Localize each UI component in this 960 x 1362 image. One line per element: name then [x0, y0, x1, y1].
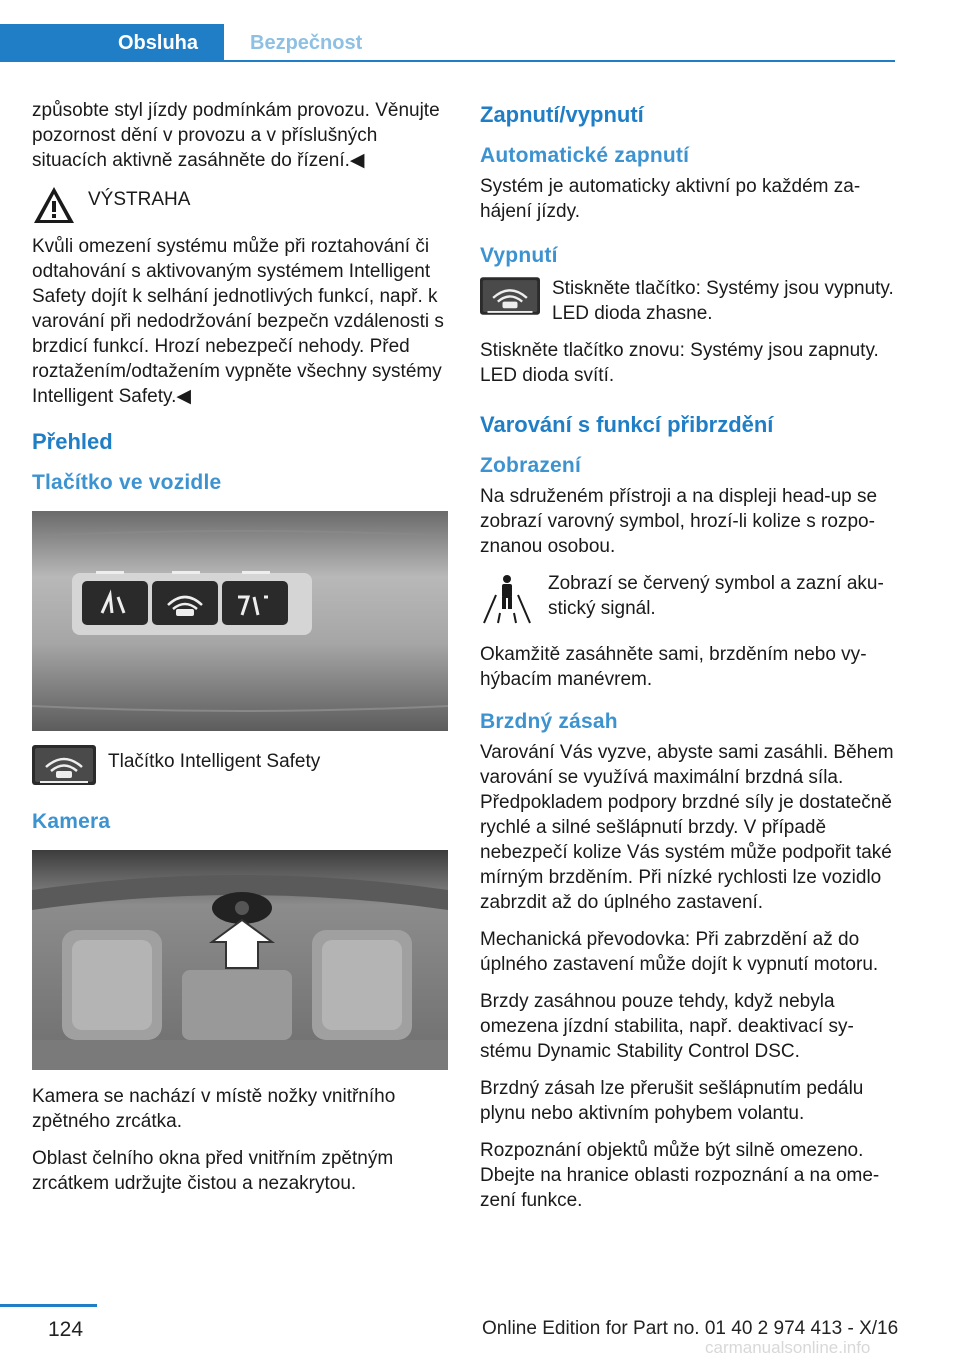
auto-on-text: Systém je automaticky aktivní po každém zahájení jízdy.: [480, 176, 861, 222]
heading-brake-warning: Varování s funkcí přibrzdění: [480, 412, 774, 437]
edition-text: Online Edition for Part no. 01 40 2 974 413 - X/16: [482, 1318, 899, 1339]
brake-text-4: Brzdný zásah lze přerušit sešlápnutím pedálu plynu nebo aktivním pohybem volantu.: [480, 1078, 864, 1124]
intelligent-safety-caption: [32, 745, 448, 790]
warning-body: Kvůli omezení systému může při roztahování či odtahování s aktivovaným systémem Intelligent Safety dojít k selhání jednotlivých funkcí, např. k varování při nedodržování bezpečn vzdálenosti s brzdicí funkcí. Hrozí nebezpečí nehody. Před roztažením/odtažením vypněte všechny systémy Intelligent Safety.◀: [32, 236, 444, 407]
camera-clean-text: Oblast čelního okna před vnitřním zpětným zrcátkem udržujte čistou a nezakrytou.: [32, 1148, 394, 1194]
tab-obsluha[interactable]: Obsluha: [0, 24, 224, 62]
camera-photo: [32, 850, 448, 1070]
intro-paragraph: způsobte styl jízdy podmínkám provozu. Věnujte pozornost dění v provozu a v příslušných situacích aktivně zasáhněte do řízení.◀: [32, 100, 440, 171]
button-panel-photo: [32, 511, 448, 731]
tab-bezpecnost[interactable]: Bezpečnost: [250, 32, 363, 54]
intelligent-safety-button-icon: [32, 745, 96, 790]
left-column: [32, 98, 448, 1208]
tab-underline: [224, 60, 895, 62]
heading-display: Zobrazení: [480, 454, 581, 477]
warning-block: [32, 185, 448, 230]
footer-accent-line: [0, 1304, 97, 1307]
intelligent-safety-button-icon: [480, 276, 540, 321]
page-number: 124: [48, 1318, 84, 1341]
brake-text-3: Brzdy zasáhnou pouze tehdy, když nebyla omezena jízdní stabilita, např. deaktivací systému Dynamic Stability Control DSC.: [480, 991, 854, 1062]
heading-overview: Přehled: [32, 429, 113, 454]
heading-on-off: Zapnutí/vypnutí: [480, 102, 644, 127]
pedestrian-warning-icon: [480, 571, 534, 630]
off-instruction: [480, 276, 896, 326]
watermark: carmanualsonline.info: [705, 1338, 871, 1357]
red-symbol-info: [480, 571, 896, 630]
warning-title: VÝSTRAHA: [88, 189, 191, 210]
heading-brake-intervention: Brzdný zásah: [480, 710, 618, 733]
heading-button-in-car: Tlačítko ve vozidle: [32, 471, 222, 494]
warning-triangle-icon: [32, 185, 76, 230]
right-column: [480, 98, 896, 1225]
brake-text-1: Varování Vás vyzve, abyste sami zasáhli. Během varování se využívá maximální brzdná síla. Předpokladem podpory brzdné síly je dostatečně rychlé a silné sešlápnutí brzdy. V případě nebezpečí kolize Vás systém může podpořit také mírným brzděním. Při nízké rychlosti lze vozidlo zabrzdit až do úplného zastavení.: [480, 742, 894, 913]
react-text: Okamžitě zasáhněte sami, brzděním nebo vyhýbacím manévrem.: [480, 644, 867, 690]
heading-camera: Kamera: [32, 810, 111, 833]
off-instruction-text: Stiskněte tlačítko: Systémy jsou vypnuty. LED dioda zhasne.: [552, 278, 894, 324]
heading-off: Vypnutí: [480, 244, 558, 267]
brake-text-5: Rozpoznání objektů může být silně omezeno. Dbejte na hranice oblasti rozpoznání a na omezení funkce.: [480, 1140, 880, 1211]
heading-auto-on: Automatické zapnutí: [480, 144, 690, 167]
brake-text-2: Mechanická převodovka: Při zabrzdění až do úplného zastavení může dojít k vypnutí motoru.: [480, 929, 879, 975]
button-caption: Tlačítko Intelligent Safety: [108, 751, 321, 772]
chapter-tabbar: [0, 0, 895, 62]
camera-location-text: Kamera se nachází v místě nožky vnitřního zpětného zrcátka.: [32, 1086, 396, 1132]
on-again-text: Stiskněte tlačítko znovu: Systémy jsou zapnuty. LED dioda svítí.: [480, 340, 879, 386]
display-text: Na sdruženém přístroji a na displeji head-up se zobrazí varovný symbol, hrozí-li kolize s rozpoznanou osobou.: [480, 486, 878, 557]
red-symbol-text: Zobrazí se červený symbol a zazní akustický signál.: [548, 573, 884, 619]
